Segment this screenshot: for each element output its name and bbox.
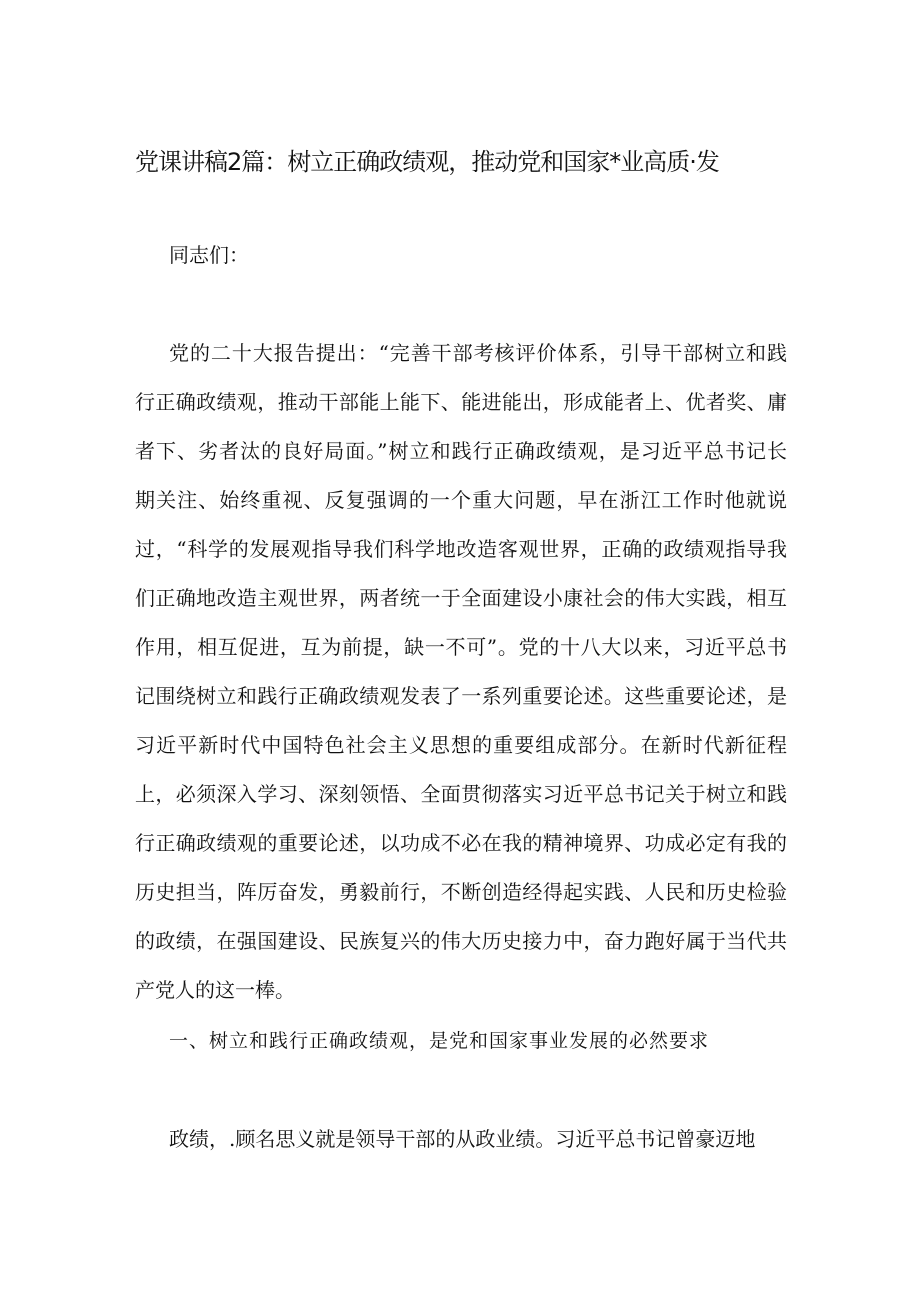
paragraph-line: 党的二十大报告提出：“完善干部考核评价体系，引导干部树立和践 xyxy=(169,341,787,365)
paragraph-line: 们正确地改造主观世界，两者统一于全面建设小康社会的伟大实践，相互 xyxy=(135,586,787,610)
paragraph-line: 作用，相互促进，互为前提，缺一不可”。党的十八大以来，习近平总书 xyxy=(135,635,787,659)
paragraph-line: 上，必须深入学习、深刻领悟、全面贯彻落实习近平总书记关于树立和践 xyxy=(135,782,787,806)
paragraph-line: 产党人的这一棒。 xyxy=(135,978,295,1002)
paragraph-line: 的政绩，在强国建设、民族复兴的伟大历史接力中，奋力跑好属于当代共 xyxy=(135,929,787,953)
paragraph-line: 历史担当，阵厉奋发，勇毅前行，不断创造经得起实践、人民和历史检验 xyxy=(135,880,787,904)
paragraph-line: 习近平新时代中国特色社会主义思想的重要组成部分。在新时代新征程 xyxy=(135,733,787,757)
paragraph-2-first-line: 政绩，.顾名思义就是领导干部的从政业绩。习近平总书记曾豪迈地 xyxy=(169,1127,756,1151)
paragraph-line: 行正确政绩观的重要论述，以功成不必在我的精神境界、功成必定有我的 xyxy=(135,831,787,855)
paragraph-line: 过，“科学的发展观指导我们科学地改造客观世界，正确的政绩观指导我 xyxy=(135,537,787,561)
paragraph-line: 者下、劣者汰的良好局面。”树立和践行正确政绩观，是习近平总书记长 xyxy=(135,439,787,463)
paragraph-1 xyxy=(135,329,787,1015)
document-title: 党课讲稿2篇：树立正确政绩观，推动党和国家*业高质·发 xyxy=(135,148,719,176)
paragraph-line: 期关注、始终重视、反复强调的一个重大问题，早在浙江工作时他就说 xyxy=(135,488,787,512)
section-heading: 一、树立和践行正确政绩观，是党和国家事业发展的必然要求 xyxy=(169,1030,710,1052)
paragraph-line: 记围绕树立和践行正确政绩观发表了一系列重要论述。这些重要论述，是 xyxy=(135,684,787,708)
salutation: 同志们： xyxy=(169,243,249,267)
paragraph-line: 行正确政绩观，推动干部能上能下、能进能出，形成能者上、优者奖、庸 xyxy=(135,390,787,414)
